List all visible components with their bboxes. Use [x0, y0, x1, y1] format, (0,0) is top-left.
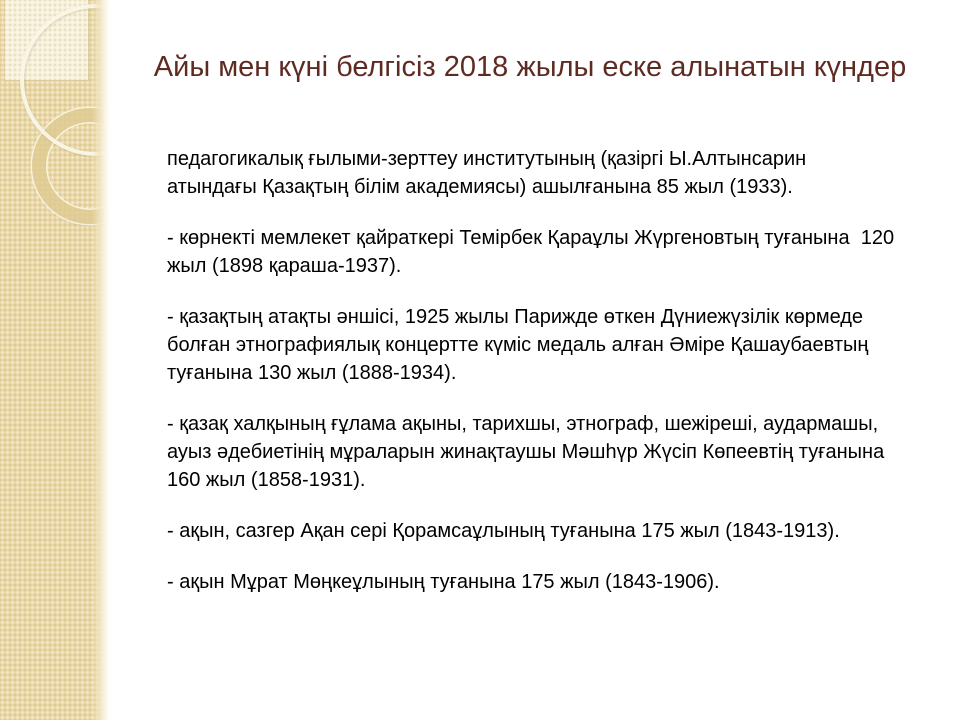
body-paragraph: - ақын, сазгер Ақан сері Қорамсаұлының туғанына 175 жыл (1843-1913).: [167, 520, 840, 542]
body-paragraph: - қазақ халқының ғұлама ақыны, тарихшы, этнограф, шежіреші, аудармашы, ауыз әдебиетінің мұраларын жинақтаушы Мәшһүр Жүсіп Көпеевтің туғанына 160 жыл (1858-1931).: [167, 413, 890, 491]
body-paragraph: - қазақтың атақты әншісі, 1925 жылы Парижде өткен Дүниежүзілік көрмеде болған этнографиялық концертте күміс медаль алған Әміре Қашаубаевтың туғанына 130 жыл (1888-1934).: [167, 306, 874, 384]
body-paragraph: - ақын Мұрат Мөңкеұлының туғанына 175 жыл (1843-1906).: [167, 571, 720, 593]
sidebar-edge-gradient: [92, 0, 110, 720]
body-paragraph: - көрнекті мемлекет қайраткері Темірбек Қараұлы Жүргеновтың туғанына 120 жыл (1898 қараша-1937).: [167, 227, 900, 277]
decorative-sidebar: [0, 0, 110, 720]
slide-title: Айы мен күні белгісіз 2018 жылы еске алынатын күндер: [153, 51, 907, 83]
body-paragraph: педагогикалық ғылыми-зерттеу институтының (қазіргі Ы.Алтынсарин атындағы Қазақтың білім академиясы) ашылғанына 85 жыл (1933).: [167, 148, 818, 198]
slide-body: [167, 145, 904, 596]
